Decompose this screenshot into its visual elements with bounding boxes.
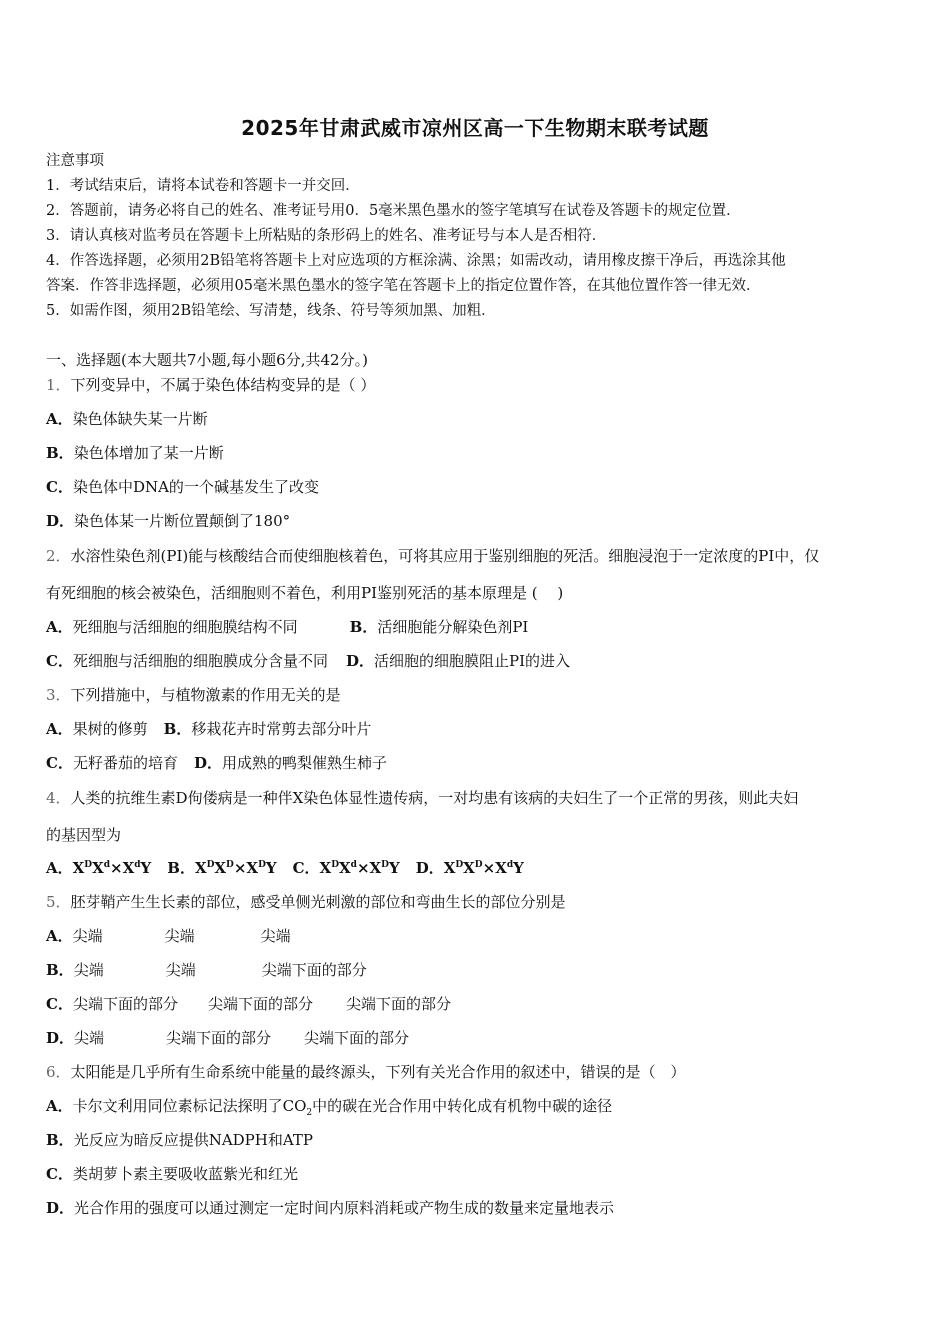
option-label: B． (46, 1131, 74, 1149)
question-2 (46, 546, 819, 566)
option-label: B． (46, 961, 74, 979)
option-label: C． (46, 995, 73, 1013)
option-label: C． (46, 1165, 73, 1183)
option-label: D． (46, 1029, 75, 1047)
option-a (46, 926, 291, 946)
option-text: 光反应为暗反应提供NADPH和ATP (73, 1131, 313, 1149)
option-label: B． (46, 444, 74, 462)
option-part: 尖端 (72, 927, 103, 945)
note-item: 答案．作答非选择题，必须用05毫米黑色墨水的签字笔在答题卡上的指定位置作答，在其他位置作答一律无效． (46, 278, 761, 294)
option-text: 光合作用的强度可以通过测定一定时间内原料消耗或产物生成的数量来定量地表示 (74, 1199, 615, 1217)
note-item: 4．作答选择题，必须用2B铅笔将答题卡上对应选项的方框涂满、涂黑；如需改动，请用橡皮擦干净后，再选涂其他 (46, 253, 786, 269)
note-item: 2．答题前，请务必将自己的姓名、准考证号用0．5毫米黑色墨水的签字笔填写在试卷及答题卡的规定位置． (46, 203, 741, 219)
option-label: C． (46, 478, 73, 496)
option-text: 果树的修剪 (72, 720, 148, 738)
question-stem: 胚芽鞘产生生长素的部位，感受单侧光刺激的部位和弯曲生长的部位分别是 (70, 893, 566, 911)
option-text: 死细胞与活细胞的细胞膜结构不同 (72, 618, 298, 636)
option-b (46, 960, 367, 980)
option-b (46, 443, 224, 463)
option-label: A． (46, 410, 73, 428)
option-c (46, 994, 451, 1014)
option-label: A． (46, 1097, 73, 1115)
option-part: 尖端下面的部分 (304, 1029, 410, 1047)
question-number: 2． (46, 547, 71, 565)
question-number: 3． (46, 686, 71, 704)
question-6 (46, 1062, 686, 1082)
note-item: 3．请认真核对监考员在答题卡上所粘贴的条形码上的姓名、准考证号与本人是否相符． (46, 228, 607, 244)
option-row (46, 651, 570, 671)
question-5 (46, 892, 566, 912)
option-d-genotype: D．$X^DX^D\times X^dY$ (415, 859, 524, 877)
option-row (46, 617, 528, 637)
question-4-cont: 的基因型为 (46, 826, 122, 844)
option-c-genotype: C．$X^DX^d\times X^DY$ (292, 859, 400, 877)
option-d (46, 1198, 614, 1218)
option-part: 尖端下面的部分 (207, 995, 313, 1013)
option-text: 死细胞与活细胞的细胞膜成分含量不同 (72, 652, 328, 670)
question-1 (46, 375, 375, 395)
question-2-cont: 有死细胞的核会被染色，活细胞则不着色，利用PI鉴别死活的基本原理是 ( ) (46, 584, 564, 602)
option-text: 中的碳在光合作用中转化成有机物中碳的途径 (312, 1097, 613, 1115)
option-row (46, 719, 371, 739)
option-label: D． (345, 652, 374, 670)
option-label: A． (46, 720, 73, 738)
page-title: 2025年甘肃武威市凉州区高一下生物期末联考试题 (241, 116, 709, 140)
option-label: D． (46, 1199, 75, 1217)
question-stem: 人类的抗维生素D佝偻病是一种伴X染色体显性遗传病，一对均患有该病的夫妇生了一个正常的男孩，则此夫妇 (70, 789, 799, 807)
question-3 (46, 685, 341, 705)
option-part: 尖端下面的部分 (345, 995, 451, 1013)
option-text: 卡尔文利用同位素标记法探明了CO (72, 1097, 307, 1115)
option-part: 尖端 (165, 961, 196, 979)
option-text: 用成熟的鸭梨催熟生柿子 (221, 754, 387, 772)
option-text: 染色体中DNA的一个碱基发生了改变 (72, 478, 319, 496)
option-a-genotype: A．$X^DX^d\times X^dY$ (46, 859, 152, 877)
option-c (46, 477, 319, 497)
question-stem: 下列措施中，与植物激素的作用无关的是 (70, 686, 341, 704)
option-c (46, 1164, 298, 1184)
option-label: D． (46, 512, 75, 530)
option-label: A． (46, 618, 73, 636)
option-part: 尖端 (164, 927, 195, 945)
option-row-genotypes (46, 858, 524, 878)
option-d (46, 1028, 409, 1048)
option-b (46, 1130, 313, 1150)
option-text: 染色体增加了某一片断 (73, 444, 224, 462)
option-label: A． (46, 927, 73, 945)
option-row (46, 753, 387, 773)
option-b-genotype: B．$X^DX^D\times X^DY$ (167, 859, 277, 877)
option-label: D． (193, 754, 222, 772)
option-label: B． (163, 720, 192, 738)
option-text: 移栽花卉时常剪去部分叶片 (191, 720, 372, 738)
option-label: B． (349, 618, 378, 636)
option-text: 活细胞的细胞膜阻止PI的进入 (373, 652, 571, 670)
notes-heading: 注意事项 (46, 153, 104, 169)
option-a (46, 409, 208, 429)
note-item: 5．如需作图，须用2B铅笔绘、写清楚，线条、符号等须加黑、加粗． (46, 303, 496, 319)
question-4 (46, 788, 798, 808)
question-stem: 水溶性染色剂(PI)能与核酸结合而使细胞核着色，可将其应用于鉴别细胞的死活。细胞浸泡于一定浓度的PI中，仅 (70, 547, 820, 565)
option-part: 尖端下面的部分 (261, 961, 367, 979)
option-part: 尖端下面的部分 (72, 995, 178, 1013)
option-text: 染色体缺失某一片断 (72, 410, 208, 428)
question-number: 4． (46, 789, 71, 807)
option-part: 尖端下面的部分 (166, 1029, 272, 1047)
option-text: 无籽番茄的培育 (72, 754, 178, 772)
option-a (46, 1096, 612, 1116)
option-text: 类胡萝卜素主要吸收蓝紫光和红光 (72, 1165, 298, 1183)
question-number: 5． (46, 893, 71, 911)
option-part: 尖端 (74, 1029, 105, 1047)
option-label: C． (46, 652, 73, 670)
question-number: 6． (46, 1063, 71, 1081)
subscript: 2 (306, 1108, 313, 1118)
question-number: 1． (46, 376, 71, 394)
note-item: 1．考试结束后，请将本试卷和答题卡一并交回． (46, 178, 360, 194)
option-d (46, 511, 290, 531)
section-heading: 一、选择题(本大题共7小题,每小题6分,共42分。) (46, 351, 368, 369)
option-part: 尖端 (73, 961, 104, 979)
option-text: 活细胞能分解染色剂PI (377, 618, 529, 636)
question-stem: 下列变异中，不属于染色体结构变异的是（ ） (70, 376, 376, 394)
question-stem: 太阳能是几乎所有生命系统中能量的最终源头，下列有关光合作用的叙述中，错误的是（ ） (70, 1063, 686, 1081)
option-text: 染色体某一片断位置颠倒了180° (74, 512, 291, 530)
option-part: 尖端 (260, 927, 291, 945)
option-label: C． (46, 754, 73, 772)
